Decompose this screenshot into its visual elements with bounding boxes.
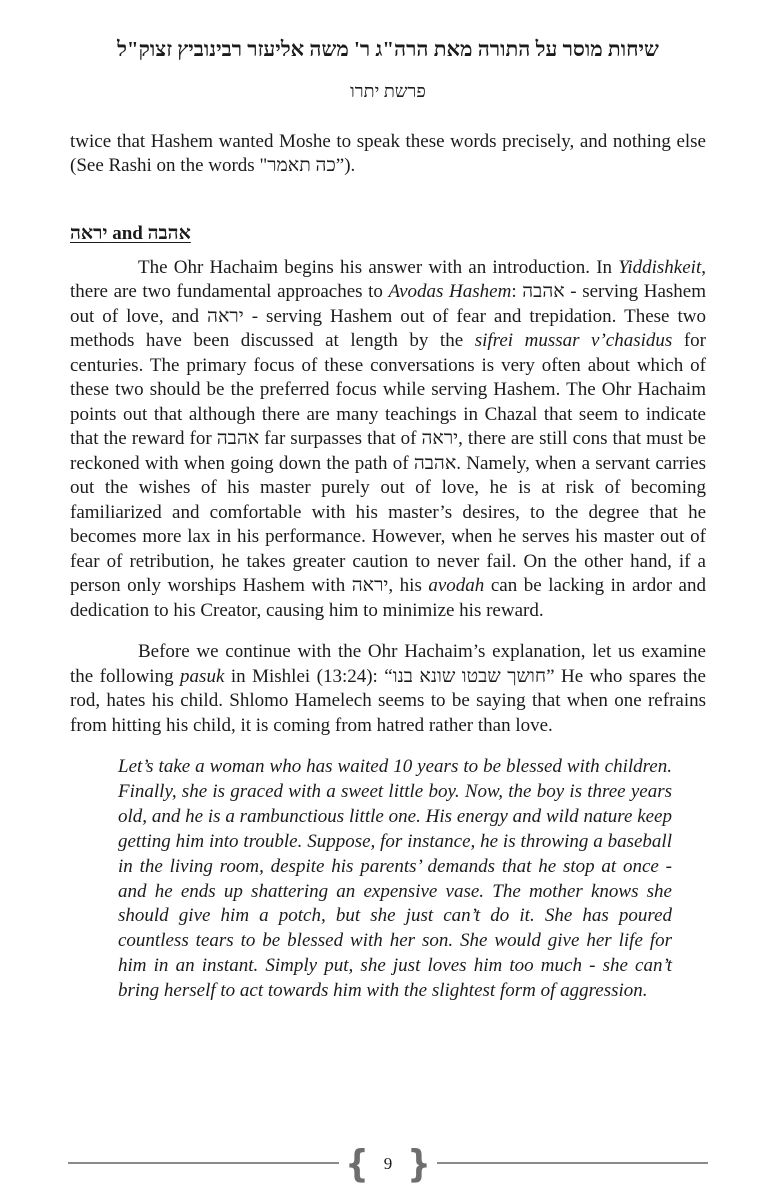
left-brace-ornament: { xyxy=(345,1141,369,1185)
page-title: שיחות מוסר על התורה מאת הרה"ג ר' משה אליעזר רבינוביץ זצוק"ל xyxy=(117,37,659,61)
paragraph-mishlei: Before we continue with the Ohr Hachaim’s explanation, let us examine the following pasuk in Mishlei (13:24): “חושך שבטו שונא בנו” He who spares the rod, hates his child. Shlomo Hamelech seems to be saying that when one refrains from hitting his child, it is coming from hatred rather than love. xyxy=(70,641,706,736)
page-body xyxy=(70,130,706,1004)
story-block-quote: Let’s take a woman who has waited 10 years to be blessed with children. Finally, she is graced with a sweet little boy. Now, the boy is three years old, and he is a rambunctious little one. His energy and wild nature keep getting him into trouble. Suppose, for instance, he is throwing a baseball in the living room, despite his parents’ demands that he stop at once - and he ends up shattering an expensive vase. The mother knows she should give him a potch, but she just can’t do it. She has poured countless tears to be blessed with her son. She would give her life for him in an instant. Simply put, she just loves him too much - she can’t bring herself to act towards him with the slightest form of aggression. xyxy=(118,756,672,1002)
parsha-subtitle: פרשת יתרו xyxy=(350,81,426,102)
intro-paragraph: twice that Hashem wanted Moshe to speak these words precisely, and nothing else (See Rashi on the words "כה תאמר”). xyxy=(70,130,706,177)
section-heading: יראה and אהבה xyxy=(70,222,191,244)
page-number: 9 xyxy=(383,1153,393,1173)
footer-rule-right xyxy=(437,1162,708,1164)
paragraph-ahava-yirah: The Ohr Hachaim begins his answer with an introduction. In Yiddishkeit, there are two fundamental approaches to Avodas Hashem: אהבה - serving Hashem out of love, and יראה - serving Hashem out of fear and trepidation. These two methods have been discussed at length by the sifrei mussar v’chasidus for centuries. The primary focus of these conversations is very often about which of these two should be the preferred focus while serving Hashem. The Ohr Hachaim points out that although there are many teachings in Chazal that seem to indicate that the reward for אהבה far surpasses that of יראה, there are still cons that must be reckoned with when going down the path of אהבה. Namely, when a servant carries out the wishes of his master purely out of love, he is at risk of becoming familiarized and comfortable with his master’s desires, to the degree that he becomes more lax in his performance. However, when he serves his master out of fear of retribution, he takes greater caution to never fail. On the other hand, if a person only worships Hashem with יראה, his avodah can be lacking in ardor and dedication to his Creator, causing him to minimize his reward. xyxy=(70,256,707,621)
page-footer xyxy=(0,1134,776,1192)
footer-rule-left xyxy=(68,1162,339,1164)
right-brace-ornament: } xyxy=(407,1141,431,1185)
page-header xyxy=(0,0,776,104)
